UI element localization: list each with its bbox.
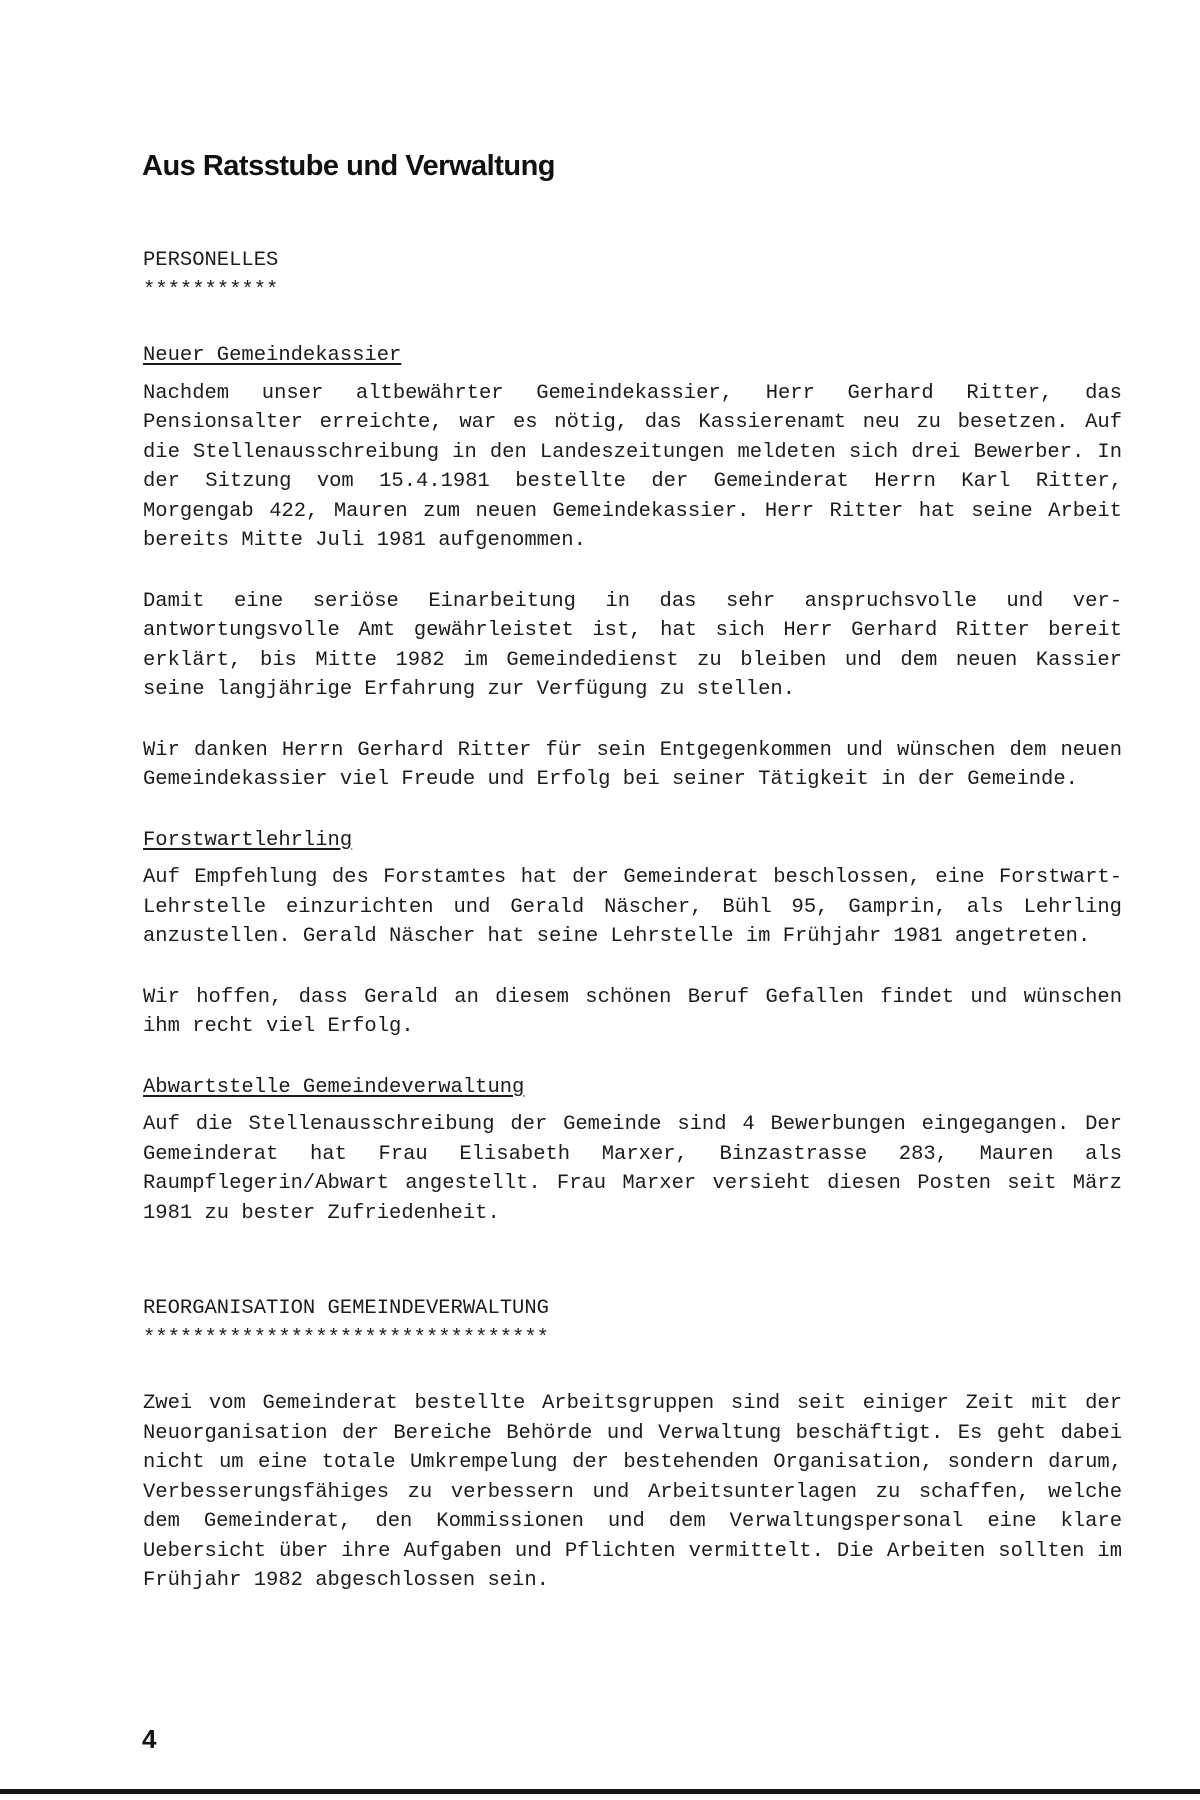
paragraph: Damit eine seriöse Einarbeitung in das sehr anspruchsvolle und verantwortungsvolle Amt gewährleistet ist, hat sich Herr Gerhard Ritter bereit erklärt, bis Mitte 1982 im Gemeindedienst zu bleiben und dem neuen Kassier seine langjährige Erfahrung zur Verfügung zu stellen. — [143, 589, 1122, 701]
subsection-heading-gemeindekassier: Neuer Gemeindekassier — [143, 344, 402, 367]
section-stars-personelles: *********** — [143, 278, 279, 302]
section-stars-reorganisation: ********************************* — [143, 1326, 549, 1350]
paragraph: Auf die Stellenausschreibung der Gemeinde sind 4 Bewerbungen eingegangen. Der Gemeinderat hat Frau Elisabeth Marxer, Binzastrasse 283, Mauren als Raumpflegerin/Abwart angestellt. Frau Marxer versieht diesen Posten seit März 1981 zu bester Zufriedenheit. — [143, 1113, 1122, 1225]
paragraph: Auf Empfehlung des Forstamtes hat der Gemeinderat beschlossen, eine Forstwart-Lehrstelle einzurichten und Gerald Näscher, Bühl 95, Gamprin, als Lehrling anzustellen. Gerald Näscher hat seine Lehrstelle im Frühjahr 1981 angetreten. — [143, 866, 1122, 948]
article-body — [143, 246, 1122, 1596]
section-heading-personelles: PERSONELLES — [143, 249, 279, 272]
page-title: Aus Ratsstube und Verwaltung — [142, 150, 555, 182]
section-heading-reorganisation: REORGANISATION GEMEINDEVERWALTUNG — [143, 1297, 549, 1320]
subsection-heading-forstwartlehrling: Forstwartlehrling — [143, 828, 353, 852]
paragraph: Nachdem unser altbewährter Gemeindekassier, Herr Gerhard Ritter, das Pensionsalter erreichte, war es nötig, das Kassierenamt neu zu besetzen. Auf die Stellenausschreibung in den Landeszeitungen meldeten sich drei Bewerber. In der Sitzung vom 15.4.1981 bestellte der Gemeinderat Herrn Karl Ritter, Morgengab 422, Mauren zum neuen Gemeindekassier. Herr Ritter hat seine Arbeit bereits Mitte Juli 1981 aufgenommen. — [143, 381, 1122, 552]
page-number: 4 — [142, 1724, 157, 1754]
bottom-rule — [0, 1789, 1200, 1794]
paragraph: Zwei vom Gemeinderat bestellte Arbeitsgruppen sind seit einiger Zeit mit der Neuorganisation der Bereiche Behörde und Verwaltung beschäftigt. Es geht dabei nicht um eine totale Umkrempelung der bestehenden Organisation, sondern darum, Verbesserungsfähiges zu verbessern und Arbeitsunterlagen zu schaffen, welche dem Gemeinderat, den Kommissionen und dem Verwaltungspersonal eine klare Uebersicht über ihre Aufgaben und Pflichten vermittelt. Die Arbeiten sollten im Frühjahr 1982 abgeschlossen sein. — [143, 1392, 1122, 1592]
paragraph: Wir danken Herrn Gerhard Ritter für sein Entgegenkommen und wünschen dem neuen Gemeindekassier viel Freude und Erfolg bei seiner Tätigkeit in der Gemeinde. — [143, 738, 1122, 791]
paragraph: Wir hoffen, dass Gerald an diesem schönen Beruf Gefallen findet und wünschen ihm recht viel Erfolg. — [143, 985, 1122, 1038]
subsection-heading-abwartstelle: Abwartstelle Gemeindeverwaltung — [143, 1075, 525, 1099]
